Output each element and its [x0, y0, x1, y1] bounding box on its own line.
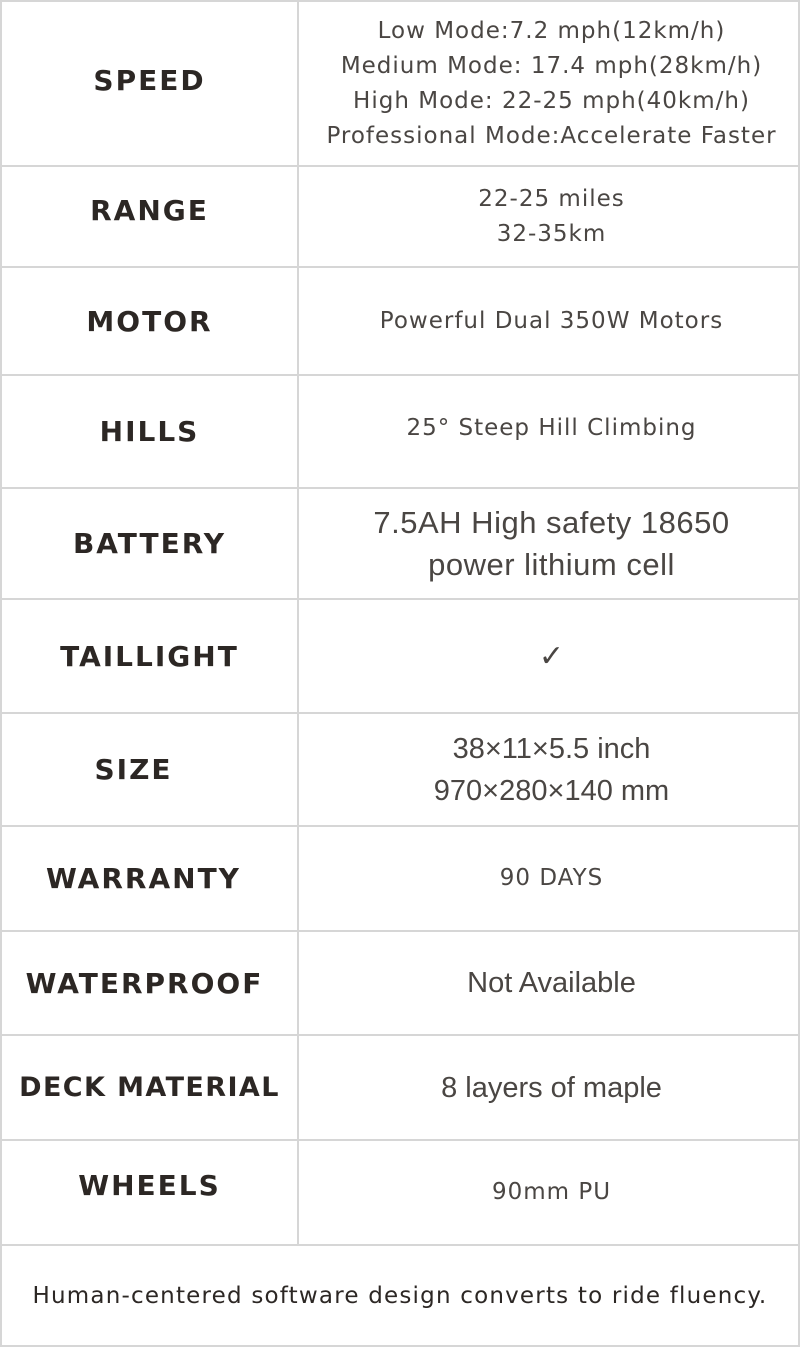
spec-value-waterproof: Not Available — [467, 967, 636, 999]
spec-value-cell — [299, 827, 798, 930]
spec-label-cell — [2, 600, 299, 712]
spec-value-cell — [299, 2, 798, 165]
spec-label-battery: BATTERY — [72, 527, 227, 560]
spec-label-motor: MOTOR — [86, 304, 213, 338]
spec-value-motor: Powerful Dual 350W Motors — [379, 307, 724, 334]
spec-value-cell — [299, 489, 798, 598]
spec-value-cell — [299, 376, 798, 487]
spec-label-cell — [2, 167, 299, 266]
spec-row-deck-material — [2, 1036, 798, 1141]
spec-label-warranty: WARRANTY — [46, 862, 241, 895]
spec-row-range — [2, 167, 798, 268]
spec-label-deck-material: DECK MATERIAL — [19, 1072, 280, 1103]
spec-value-deck-material: 8 layers of maple — [441, 1071, 662, 1104]
spec-label-cell — [2, 1036, 299, 1139]
spec-label-cell — [2, 714, 299, 825]
footer-row — [2, 1246, 798, 1345]
spec-value-speed-low: Low Mode:7.2 mph(12km/h) — [377, 17, 726, 44]
spec-label-speed: SPEED — [93, 64, 206, 97]
spec-value-size-inch: 38×11×5.5 inch — [452, 732, 651, 765]
spec-row-hills — [2, 376, 798, 489]
spec-value-cell — [299, 1036, 798, 1139]
spec-value-speed-high: High Mode: 22-25 mph(40km/h) — [353, 87, 750, 114]
spec-row-battery — [2, 489, 798, 600]
spec-label-wheels: WHEELS — [78, 1169, 221, 1202]
spec-row-motor — [2, 268, 798, 376]
spec-value-wheels: 90mm PU — [491, 1179, 612, 1205]
spec-value-cell — [299, 714, 798, 825]
spec-label-cell — [2, 827, 299, 930]
spec-label-taillight: TAILLIGHT — [60, 639, 239, 673]
spec-value-battery-line1: 7.5AH High safety 18650 — [373, 504, 730, 540]
spec-label-cell — [2, 932, 299, 1034]
spec-value-range-km: 32-35km — [496, 220, 607, 247]
spec-label-range: RANGE — [90, 194, 209, 227]
spec-value-range-miles: 22-25 miles — [478, 185, 625, 212]
spec-label-cell — [2, 268, 299, 374]
spec-row-waterproof — [2, 932, 798, 1036]
spec-value-speed-medium: Medium Mode: 17.4 mph(28km/h) — [340, 52, 763, 79]
spec-value-battery-line2: power lithium cell — [428, 546, 675, 582]
spec-value-warranty: 90 DAYS — [499, 865, 604, 891]
spec-row-taillight — [2, 600, 798, 714]
spec-row-size — [2, 714, 798, 827]
spec-label-cell — [2, 2, 299, 165]
spec-value-size-mm: 970×280×140 mm — [433, 774, 670, 807]
spec-row-speed — [2, 2, 798, 167]
spec-label-cell — [2, 376, 299, 487]
spec-label-cell — [2, 1141, 299, 1244]
spec-value-cell — [299, 167, 798, 266]
spec-label-waterproof: WATERPROOF — [25, 966, 264, 1000]
spec-label-cell — [2, 489, 299, 598]
spec-value-cell — [299, 600, 798, 712]
spec-value-hills: 25° Steep Hill Climbing — [406, 415, 697, 441]
spec-row-warranty — [2, 827, 798, 932]
spec-value-speed-professional: Professional Mode:Accelerate Faster — [326, 122, 777, 149]
spec-label-size: SIZE — [94, 753, 173, 786]
checkmark-icon: ✓ — [538, 638, 565, 674]
spec-value-cell — [299, 1141, 798, 1244]
spec-label-hills: HILLS — [99, 415, 200, 448]
spec-value-cell — [299, 932, 798, 1034]
spec-value-cell — [299, 268, 798, 374]
footer-tagline: Human-centered software design converts to ride fluency. — [32, 1282, 768, 1309]
spec-row-wheels — [2, 1141, 798, 1246]
